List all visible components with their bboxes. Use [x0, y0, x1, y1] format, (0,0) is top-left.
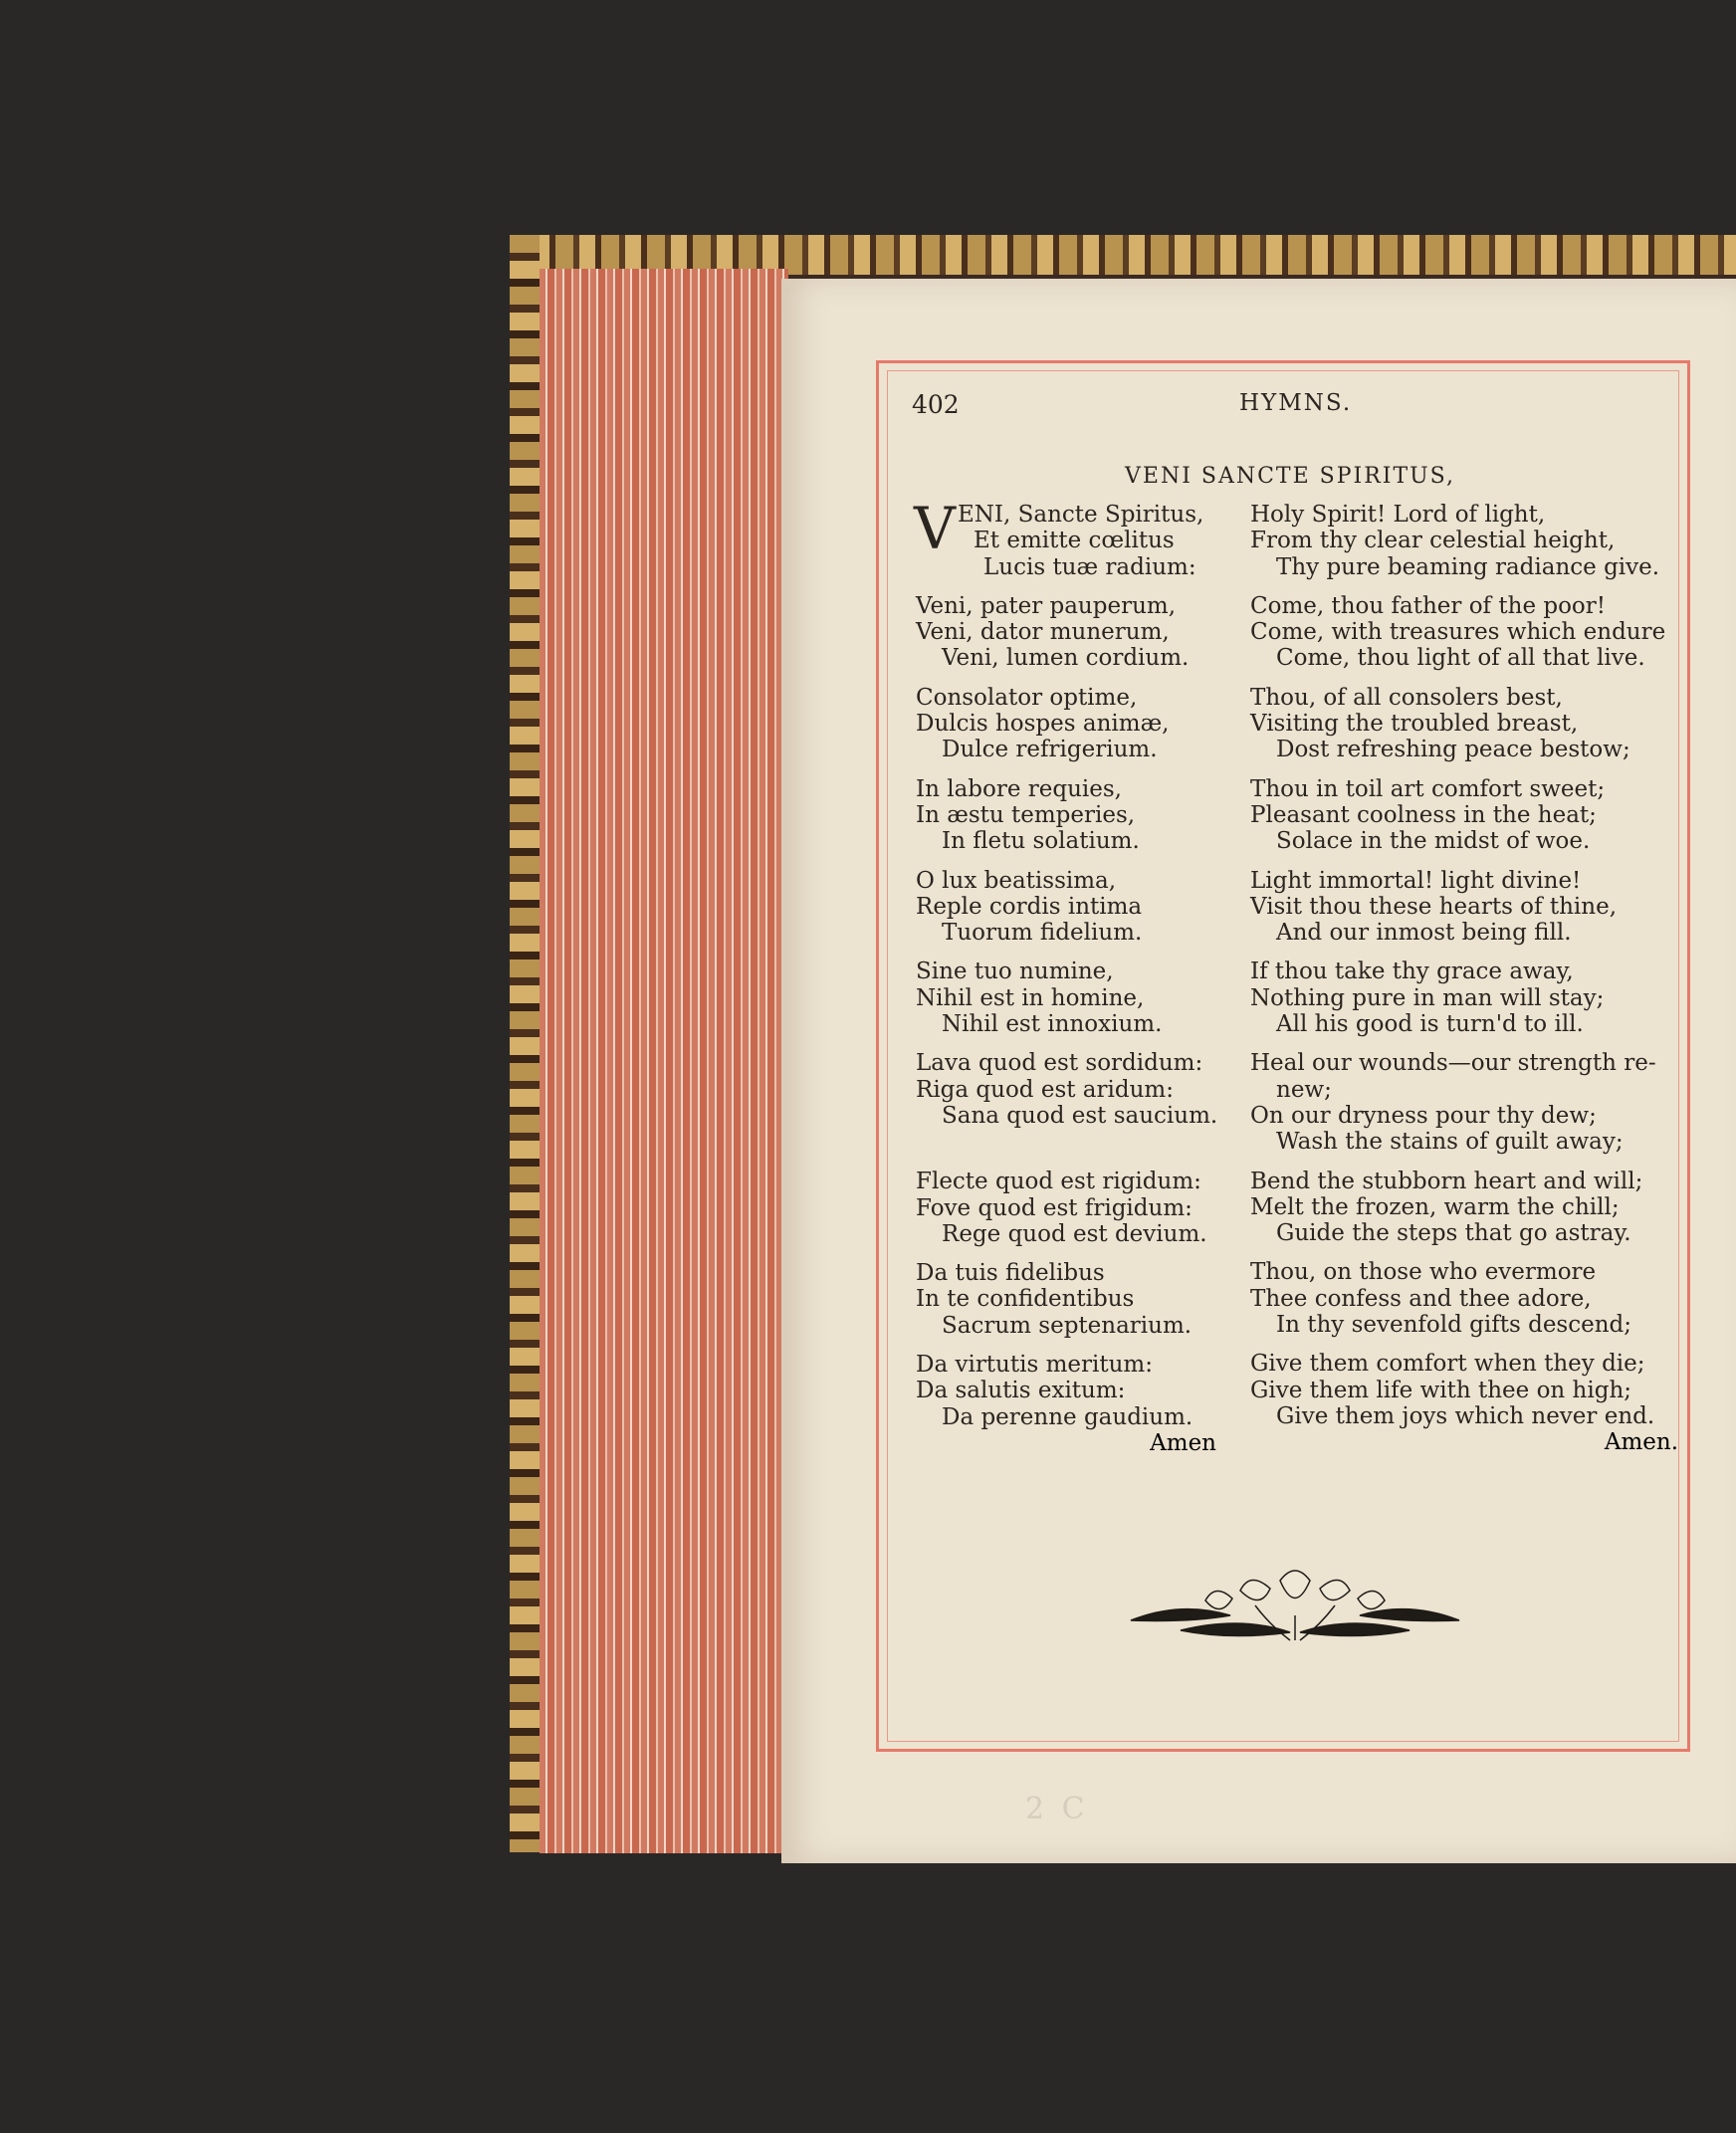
english-line: Light immortal! light divine!	[1250, 867, 1582, 894]
latin-stanza	[914, 495, 1224, 580]
latin-line: Consolator optime,	[916, 684, 1138, 711]
english-line: From thy clear celestial height,	[1250, 528, 1616, 554]
english-column	[1250, 502, 1678, 1469]
english-line: Thou, of all consolers best,	[1250, 684, 1563, 711]
latin-line: Dulce refrigerium.	[942, 737, 1158, 763]
latin-line: Nihil est innoxium.	[942, 1011, 1163, 1038]
english-line: On our dryness pour thy dew;	[1250, 1102, 1597, 1129]
english-line: In thy sevenfold gifts descend;	[1276, 1312, 1632, 1339]
english-line: All his good is turn'd to ill.	[1276, 1011, 1584, 1038]
english-line: Thy pure beaming radiance give.	[1276, 553, 1660, 580]
latin-line: Nihil est in homine,	[916, 984, 1145, 1011]
red-page-edges	[540, 269, 788, 1853]
latin-line: Da perenne gaudium.	[942, 1403, 1194, 1430]
latin-line: In te confidentibus	[916, 1286, 1135, 1313]
latin-line: Sacrum septenarium.	[942, 1312, 1193, 1339]
latin-line: Da tuis fidelibus	[916, 1260, 1105, 1287]
english-stanza	[1250, 868, 1678, 947]
english-line: Thou in toil art comfort sweet;	[1250, 775, 1606, 802]
english-stanza	[1250, 1351, 1678, 1455]
latin-stanza	[916, 1050, 1224, 1129]
latin-line: In labore requies,	[916, 775, 1122, 802]
latin-stanza	[916, 1352, 1224, 1456]
english-stanza	[1250, 502, 1678, 580]
english-line: Give them joys which never end.	[1276, 1402, 1655, 1429]
english-line: Holy Spirit! Lord of light,	[1250, 502, 1546, 528]
drop-cap: V	[914, 495, 956, 562]
english-line: Heal our wounds—our strength re-	[1250, 1050, 1656, 1077]
latin-line: Da virtutis meritum:	[916, 1352, 1153, 1379]
latin-line: Tuorum fidelium.	[942, 920, 1143, 947]
latin-line: ENI, Sancte Spiritus,	[958, 502, 1204, 528]
english-line: Visit thou these hearts of thine,	[1250, 893, 1617, 920]
latin-line: Reple cordis intima	[916, 893, 1143, 920]
english-line: Give them life with thee on high;	[1250, 1377, 1632, 1403]
english-line: Melt the frozen, warm the chill;	[1250, 1193, 1620, 1220]
english-line: Visiting the troubled breast,	[1250, 711, 1579, 738]
latin-column	[914, 495, 1224, 1469]
latin-stanza	[916, 593, 1224, 672]
latin-line: Veni, lumen cordium.	[942, 645, 1190, 672]
latin-line: Flecte quod est rigidum:	[916, 1169, 1201, 1195]
page-number: 402	[912, 390, 960, 419]
english-line: Dost refreshing peace bestow;	[1276, 737, 1630, 763]
english-line: new;	[1276, 1076, 1332, 1103]
english-line: Thou, on those who evermore	[1250, 1259, 1597, 1286]
latin-line: Da salutis exitum:	[916, 1378, 1126, 1404]
english-stanza	[1250, 1169, 1678, 1247]
english-line: Come, thou father of the poor!	[1250, 592, 1607, 619]
english-stanza	[1250, 593, 1678, 672]
latin-stanza	[916, 776, 1224, 855]
english-line: Solace in the midst of woe.	[1276, 828, 1591, 855]
english-line: Wash the stains of guilt away;	[1276, 1129, 1624, 1156]
signature-mark: 2 C	[1025, 1792, 1089, 1826]
english-stanza	[1250, 1050, 1678, 1155]
latin-stanza	[916, 1260, 1224, 1339]
latin-line: Dulcis hospes animæ,	[916, 711, 1170, 738]
english-line: Thee confess and thee adore,	[1250, 1285, 1592, 1312]
english-line: Come, thou light of all that live.	[1276, 645, 1645, 672]
latin-amen: Amen	[1150, 1429, 1216, 1456]
latin-stanza	[916, 959, 1224, 1037]
latin-line: In æstu temperies,	[916, 801, 1136, 828]
latin-line: Riga quod est aridum:	[916, 1076, 1174, 1103]
hymn-title: VENI SANCTE SPIRITUS,	[1125, 464, 1455, 489]
latin-stanza	[916, 685, 1224, 763]
english-line: If thou take thy grace away,	[1250, 959, 1574, 985]
running-head: HYMNS.	[1239, 390, 1353, 416]
latin-line: In fletu solatium.	[942, 828, 1140, 855]
latin-line: Veni, pater pauperum,	[916, 592, 1177, 619]
latin-line: Veni, dator munerum,	[916, 619, 1170, 646]
english-line: Bend the stubborn heart and will;	[1250, 1168, 1643, 1194]
gilt-spine-edge	[510, 235, 540, 1852]
latin-line: Fove quod est frigidum:	[916, 1194, 1193, 1221]
english-line: And our inmost being fill.	[1276, 920, 1572, 947]
latin-stanza	[916, 868, 1224, 947]
latin-line: Lava quod est sordidum:	[916, 1050, 1203, 1077]
latin-line: Sine tuo numine,	[916, 959, 1114, 985]
latin-line: Lucis tuæ radium:	[983, 553, 1196, 580]
latin-stanza	[916, 1169, 1224, 1247]
english-stanza	[1250, 776, 1678, 855]
latin-line: Rege quod est devium.	[942, 1220, 1207, 1247]
latin-line: Sana quod est saucium.	[942, 1102, 1218, 1129]
english-line: Pleasant coolness in the heat;	[1250, 801, 1597, 828]
english-amen: Amen.	[1604, 1429, 1678, 1456]
english-line: Nothing pure in man will stay;	[1250, 984, 1605, 1011]
english-line: Come, with treasures which endure	[1250, 619, 1666, 646]
latin-line: O lux beatissima,	[916, 867, 1117, 894]
english-stanza	[1250, 685, 1678, 763]
latin-line: Et emitte cœlitus	[974, 528, 1175, 554]
english-line: Give them comfort when they die;	[1250, 1351, 1645, 1378]
english-stanza	[1250, 1259, 1678, 1338]
english-line: Guide the steps that go astray.	[1276, 1220, 1631, 1247]
snowdrop-flowers-ornament-icon	[1121, 1561, 1469, 1650]
english-stanza	[1250, 959, 1678, 1037]
